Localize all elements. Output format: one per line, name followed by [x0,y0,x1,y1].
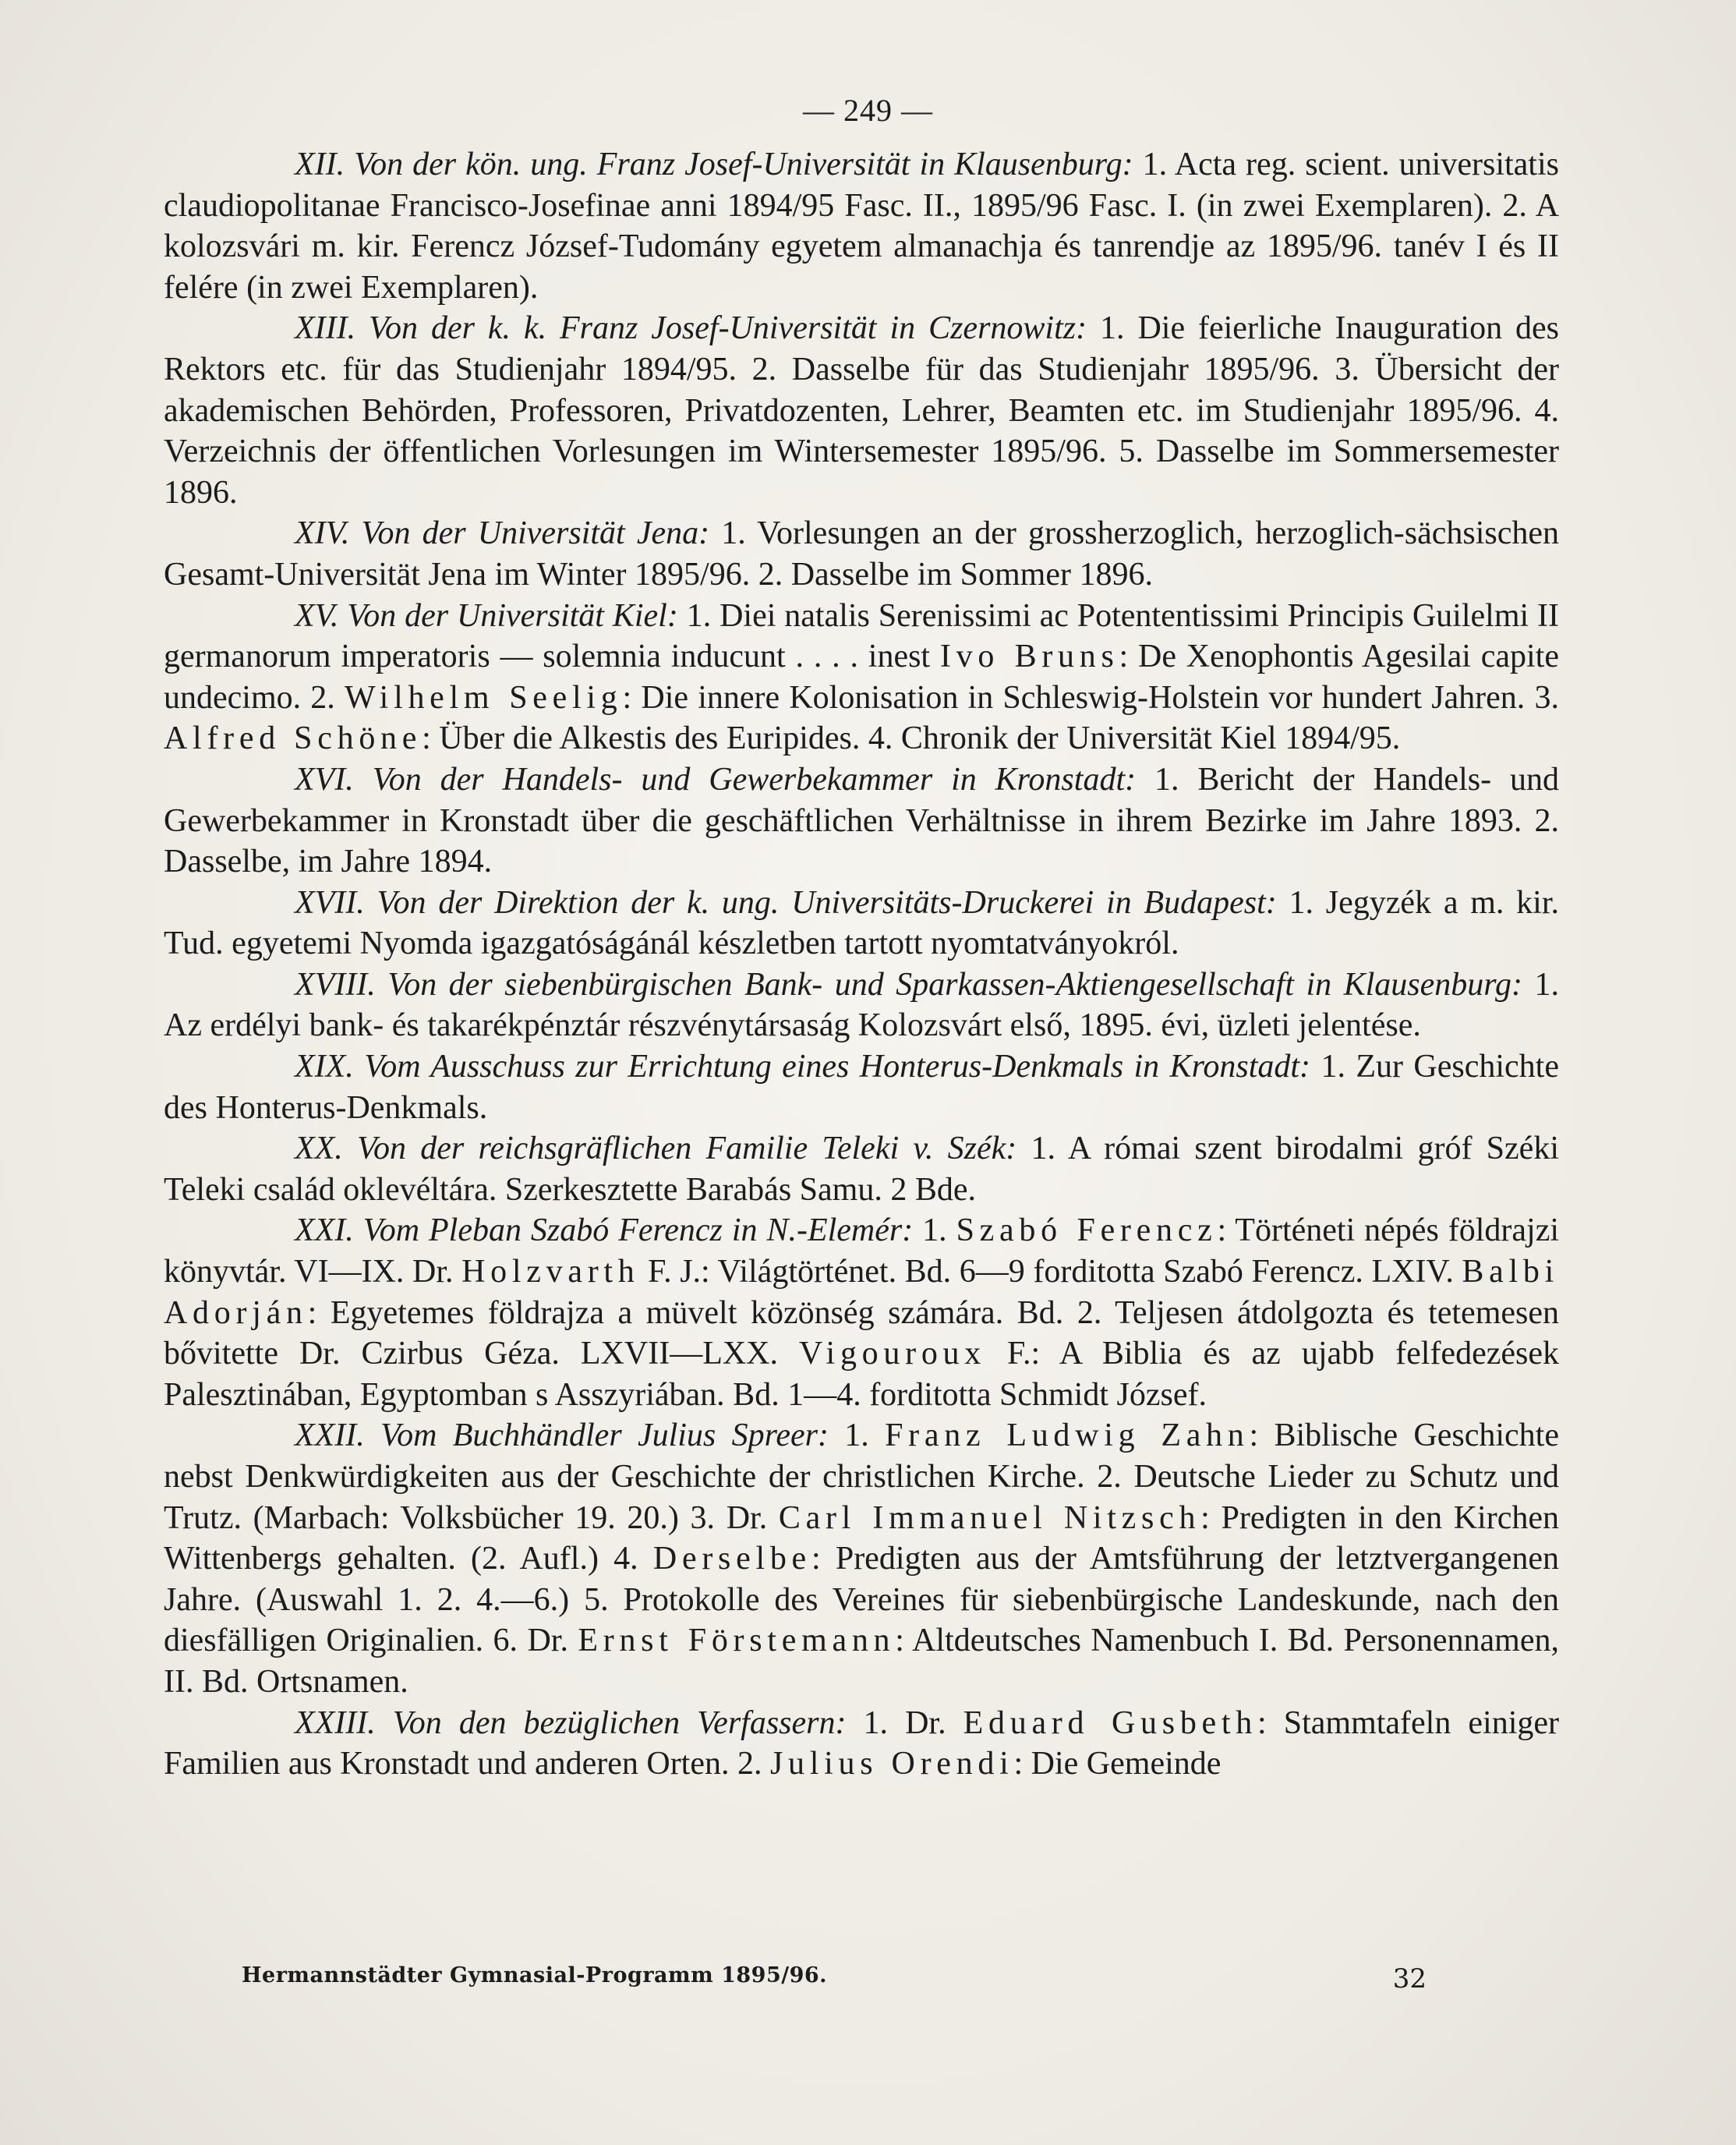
entry-text: : Predigten in den Kirchen Wittenbergs gehalten. (2. Aufl.) 4. [164,1499,1559,1577]
entry-heading: XVI. Von der Handels- und Gewerbekammer in Kronstadt: [295,761,1137,798]
entry-xxiii [164,1703,1559,1785]
entry-heading: XXII. Vom Buchhändler Julius Spreer: [295,1418,829,1454]
entry-text: : Die Gemeinde [1013,1746,1222,1782]
entry-text: : Die innere Kolonisation in Schleswig-Holstein vor hundert Jahren. 3. [622,679,1559,716]
entry-heading: XVII. Von der Direktion der k. ung. Universitäts-Druckerei in Budapest: [295,884,1277,921]
entry-xiii [164,308,1559,513]
entry-xviii [164,965,1559,1046]
entry-xii [164,144,1559,308]
entry-heading: XIV. Von der Universität Jena: [295,515,710,552]
author-name: Julius Orendi [769,1746,1014,1782]
entry-heading: XVIII. Von der siebenbürgischen Bank- und Sparkassen-Aktiengesellschaft in Klausenburg: [295,966,1523,1003]
entry-xix [164,1046,1559,1128]
page-number: — 249 — [803,93,933,128]
entry-xxi [164,1210,1559,1415]
author-name: Balbi Adorján [164,1254,1560,1331]
entry-text: 1. Diei natalis Serenissimi ac Potententissimi Principis Guilelmi II germanorum imperatoris — solemnia inducunt . . . . inest [164,597,1560,675]
entry-text: F.: A Biblia és az ujabb felfedezések Palesztinában, Egyptomban s Asszyriában. Bd. 1—4. forditotta Schmidt József. [164,1336,1559,1413]
entry-heading: XII. Von der kön. ung. Franz Josef-Universität in Klausenburg: [295,147,1133,182]
entry-xvi [164,759,1559,883]
footer-publication: Hermannstädter Gymnasial-Programm 1895/96. [242,1963,828,1987]
entry-text: F. J.: Világtörténet. Bd. 6—9 forditotta Szabó Ferencz. LXIV. [639,1254,1462,1290]
author-name: Alfred Schöne [164,720,423,757]
page-body [164,144,1559,1785]
author-name: Derselbe [652,1541,811,1577]
entry-text: 1. Az erdélyi bank- és takarékpénztár részvénytársaság Kolozsvárt első, 1895. évi, üzleti jelentése. [164,966,1560,1044]
entry-xv [164,596,1559,759]
entry-xvii [164,883,1559,965]
entry-text: 1. Dr. [846,1704,963,1741]
author-name: Ivo Bruns [939,639,1119,675]
entry-text: : Predigten aus der Amtsführung der letztvergangenen Jahre. (Auswahl 1. 2. 4.—6.) 5. Protokolle des Vereines für siebenbürgische Landeskunde, nach den diesfälligen Originalien. 6. Dr. [164,1541,1559,1659]
entry-xiv [164,513,1559,595]
entry-text: 1. Acta reg. scient. universitatis claudiopolitanae Francisco-Josefinae anni 1894/95 Fasc. II., 1895/96 Fasc. I. (in zwei Exemplaren). 2. A kolozsvári m. kir. Ferencz József-Tudomány egyetem almanachja és tanrendje az 1895/96. tanév I és II felére (in zwei Exemplaren). [164,147,1559,306]
entry-text: : Stammtafeln einiger Familien aus Kronstadt und anderen Orten. 2. [164,1704,1559,1782]
entry-heading: XIX. Vom Ausschuss zur Errichtung eines Honterus-Denkmals in Kronstadt: [295,1049,1311,1085]
entry-heading: XV. Von der Universität Kiel: [295,597,678,634]
entry-text: 1. Zur Geschichte des Honterus-Denkmals. [164,1049,1559,1126]
entry-text: : Über die Alkestis des Euripides. 4. Chronik der Universität Kiel 1894/95. [422,720,1401,757]
entry-text: 1. [828,1418,886,1454]
entry-xx [164,1128,1559,1210]
entry-text: 1. Bericht der Handels- und Gewerbekammer in Kronstadt über die geschäftlichen Verhältnisse in ihrem Bezirke im Jahre 1893. 2. Dasselbe, im Jahre 1894. [164,761,1559,880]
entry-text: 1. A római szent birodalmi gróf Széki Teleki család oklevéltára. Szerkesztette Barabás Samu. 2 Bde. [164,1131,1559,1208]
author-name: Holzvarth [461,1254,640,1290]
author-name: Ernst Förstemann [578,1623,896,1659]
entry-heading: XXIII. Von den bezüglichen Verfassern: [295,1704,847,1741]
entry-text: : Történeti népés földrajzi könyvtár. VI—IX. Dr. [164,1212,1559,1290]
entry-heading: XX. Von der reichsgräflichen Familie Teleki v. Szék: [295,1131,1017,1167]
author-name: Vigouroux [799,1336,986,1372]
entry-heading: XIII. Von der k. k. Franz Josef-Universität in Czernowitz: [295,310,1087,347]
entry-text: : Altdeutsches Namenbuch I. Bd. Personennamen, II. Bd. Ortsnamen. [164,1623,1559,1700]
entry-text: 1. Die feierliche Inauguration des Rektors etc. für das Studienjahr 1894/95. 2. Dasselbe für das Studienjahr 1895/96. 3. Übersicht der akademischen Behörden, Professoren, Privatdozenten, Lehrer, Beamten etc. im Studienjahr 1895/96. 4. Verzeichnis der öffentlichen Vorlesungen im Wintersemester 1895/96. 5. Dasselbe im Sommersemester 1896. [164,310,1559,511]
entry-text: 1. Jegyzék a m. kir. Tud. egyetemi Nyomda igazgatóságánál készletben tartott nyomtatványokról. [164,884,1560,962]
author-name: Wilhelm Seelig [345,679,623,716]
author-name: Franz Ludwig Zahn [885,1418,1250,1454]
author-name: Eduard Gusbeth [963,1704,1258,1741]
entry-text: 1. [913,1212,956,1249]
entry-text: : Biblische Geschichte nebst Denkwürdigkeiten aus der Geschichte der christlichen Kirche. 2. Deutsche Lieder zu Schutz und Trutz. (Marbach: Volksbücher 19. 20.) 3. Dr. [164,1418,1559,1536]
entry-text: 1. Vorlesungen an der grossherzoglich, herzoglich-sächsischen Gesamt-Universität Jena im Winter 1895/96. 2. Dasselbe im Sommer 1896. [164,515,1560,593]
entry-text: : Egyetemes földrajza a müvelt közönség számára. Bd. 2. Teljesen átdolgozta és tetemesen bővitette Dr. Czirbus Géza. LXVII—LXX. [164,1294,1559,1372]
entry-text: : De Xenophontis Agesilai capite undecimo. 2. [164,639,1559,716]
entry-heading: XXI. Vom Pleban Szabó Ferencz in N.-Elemér: [295,1212,914,1249]
author-name: Szabó Ferencz [956,1212,1218,1249]
entry-xxii [164,1415,1559,1702]
footer-sheet-number: 32 [1392,1963,1427,1995]
author-name: Carl Immanuel Nitzsch [778,1499,1201,1536]
